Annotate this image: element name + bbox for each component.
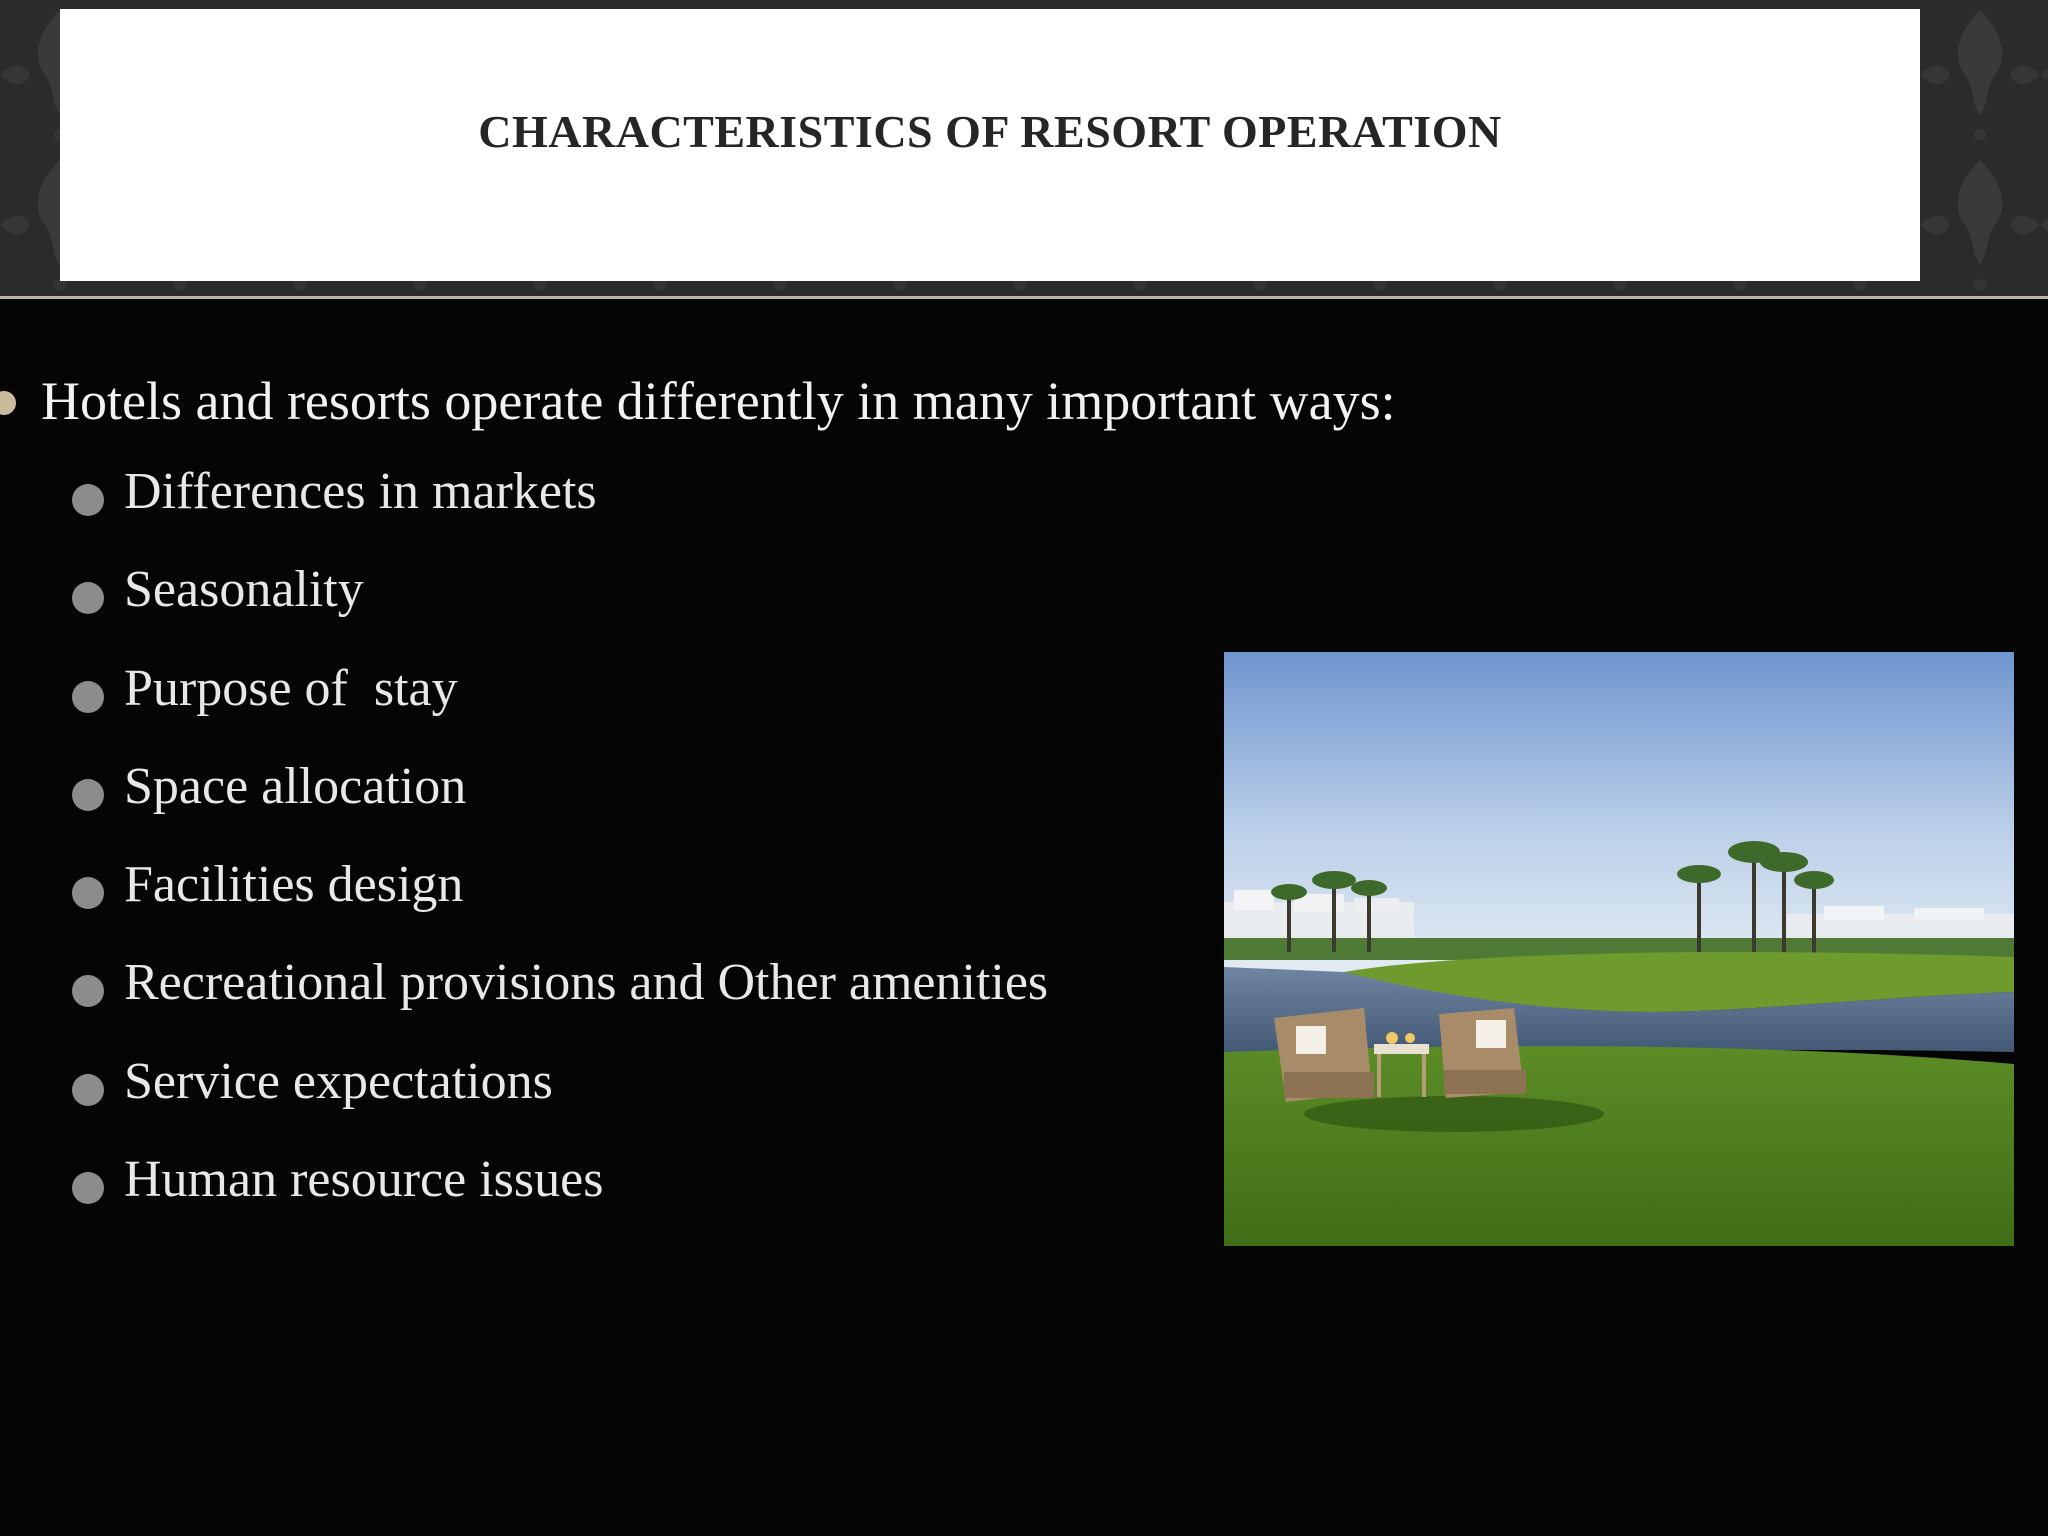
chair-left [1274, 1008, 1374, 1102]
list-item-text: Seasonality [124, 561, 364, 619]
resort-photo [1224, 652, 2014, 1246]
chair-right [1439, 1008, 1526, 1098]
list-item [0, 548, 1200, 646]
bullet-icon [72, 975, 104, 1007]
bullet-icon [72, 1172, 104, 1204]
bullet-icon [72, 1074, 104, 1106]
list-item-text: Human resource issues [124, 1151, 604, 1209]
bullet-icon [72, 877, 104, 909]
list-item-text: Service expectations [124, 1052, 553, 1110]
list-item-text: Differences in markets [124, 463, 597, 520]
resort-golf-course-image [1224, 652, 2014, 1246]
characteristics-list [0, 450, 1200, 1236]
intro-text: Hotels and resorts operate differently in many important ways: [41, 371, 1396, 431]
list-item [0, 1138, 1200, 1236]
header-band [0, 0, 2048, 296]
list-item-text: Purpose of stay [124, 659, 458, 717]
list-item-text: Recreational provisions and Other amenities [124, 954, 1049, 1012]
slide-title: CHARACTERISTICS OF RESORT OPERATION [478, 105, 1502, 157]
list-item-text: Space allocation [124, 757, 467, 815]
list-item-text: Facilities design [124, 856, 464, 914]
list-item [0, 647, 1200, 745]
list-item [0, 843, 1200, 941]
list-item [0, 745, 1200, 843]
list-item [0, 1040, 1200, 1138]
bullet-icon [72, 484, 104, 516]
title-box [60, 9, 1920, 281]
bullet-icon [72, 582, 104, 614]
intro-bullet-item [0, 360, 1396, 450]
bullet-icon [72, 779, 104, 811]
bullet-icon [72, 681, 104, 713]
list-item [0, 941, 1200, 1039]
header-divider [0, 296, 2048, 299]
content-area [0, 360, 1396, 1236]
bullet-icon [0, 391, 16, 415]
list-item [0, 450, 1200, 548]
